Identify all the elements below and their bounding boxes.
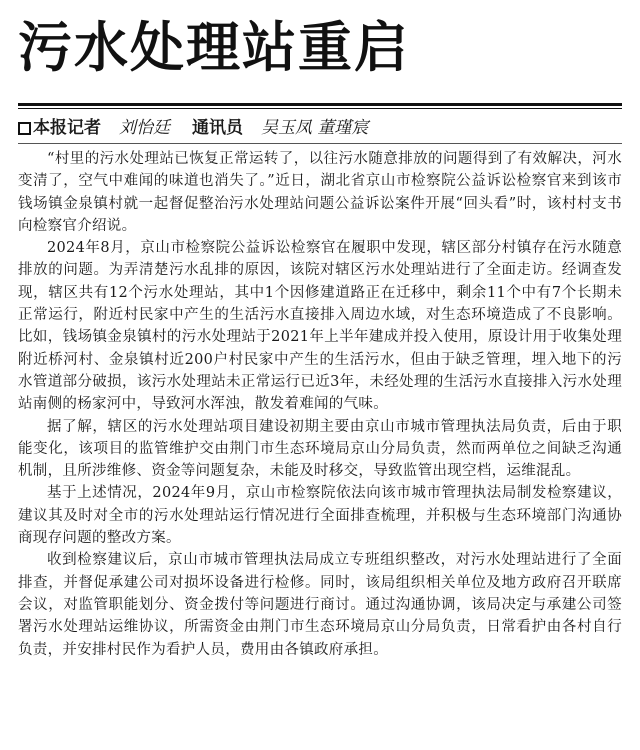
article-body [18, 148, 622, 661]
correspondent-names: 吴玉凤 董瑾宸 [261, 118, 369, 138]
byline [18, 116, 622, 140]
byline-rule [18, 143, 622, 144]
paragraph-2: 2024年8月，京山市检察院公益诉讼检察官在履职中发现，辖区部分村镇存在污水随意排放的问题。为弄清楚污水乱排的原因，该院对辖区污水处理站进行了全面走访。经调查发现，辖区共有12个污水处理站，其中1个因修建道路正在迁移中，剩余11个中有7个长期未正常运行，附近村民家中产生的生活污水直接排入周边水域，对生态环境造成了不良影响。比如，钱场镇金泉镇村的污水处理站于2021年上半年建成并投入使用，原设计用于收集处理附近桥河村、金泉镇村近200户村民家中产生的生活污水，但由于缺乏管理，埋入地下的污水管道部分破损，该污水处理站未正常运行已近3年，未经处理的生活污水直接排入污水处理站南侧的杨家河中，导致河水浑浊，散发着难闻的气味。 [18, 240, 622, 413]
box-icon [18, 122, 31, 135]
paragraph-5: 收到检察建议后，京山市城市管理执法局成立专班组织整改，对污水处理站进行了全面排查，并督促承建公司对损坏设备进行检修。同时，该局组织相关单位及地方政府召开联席会议，对监管职能划分、资金拨付等问题进行商讨。通过沟通协调，该局决定与承建公司签署污水处理站运维协议，所需资金由荆门市生态环境局京山分局负责，日常看护由各村自行负责，并安排村民作为看护人员，费用由各镇政府承担。 [18, 552, 622, 658]
paragraph-3: 据了解，辖区的污水处理站项目建设初期主要由京山市城市管理执法局负责，后由于职能变化，该项目的监管维护交由荆门市生态环境局京山分局负责，然而两单位之间缺乏沟通机制，且所涉维修、资金等问题复杂，未能及时移交，导致监管出现空档，运维混乱。 [18, 418, 622, 480]
headline-rule [18, 103, 622, 106]
headline: 污水处理站重启 [18, 16, 410, 79]
correspondent-role: 通讯员 [192, 118, 243, 138]
reporter-role: 本报记者 [33, 118, 101, 138]
paragraph-4: 基于上述情况，2024年9月，京山市检察院依法向该市城市管理执法局制发检察建议，建议其及时对全市的污水处理站运行情况进行全面排查梳理，并积极与生态环境部门沟通协商现存问题的整改方案。 [18, 485, 622, 547]
headline-rule-thin [18, 108, 622, 109]
paragraph-1: “村里的污水处理站已恢复正常运转了，以往污水随意排放的问题得到了有效解决，河水变清了，空气中难闻的味道也消失了。”近日，湖北省京山市检察院公益诉讼检察官来到该市钱场镇金泉镇村就一起督促整治污水处理站问题公益诉讼案件开展“回头看”时，该村村支书向检察官介绍说。 [18, 151, 622, 234]
reporter-name: 刘怡廷 [119, 118, 170, 138]
